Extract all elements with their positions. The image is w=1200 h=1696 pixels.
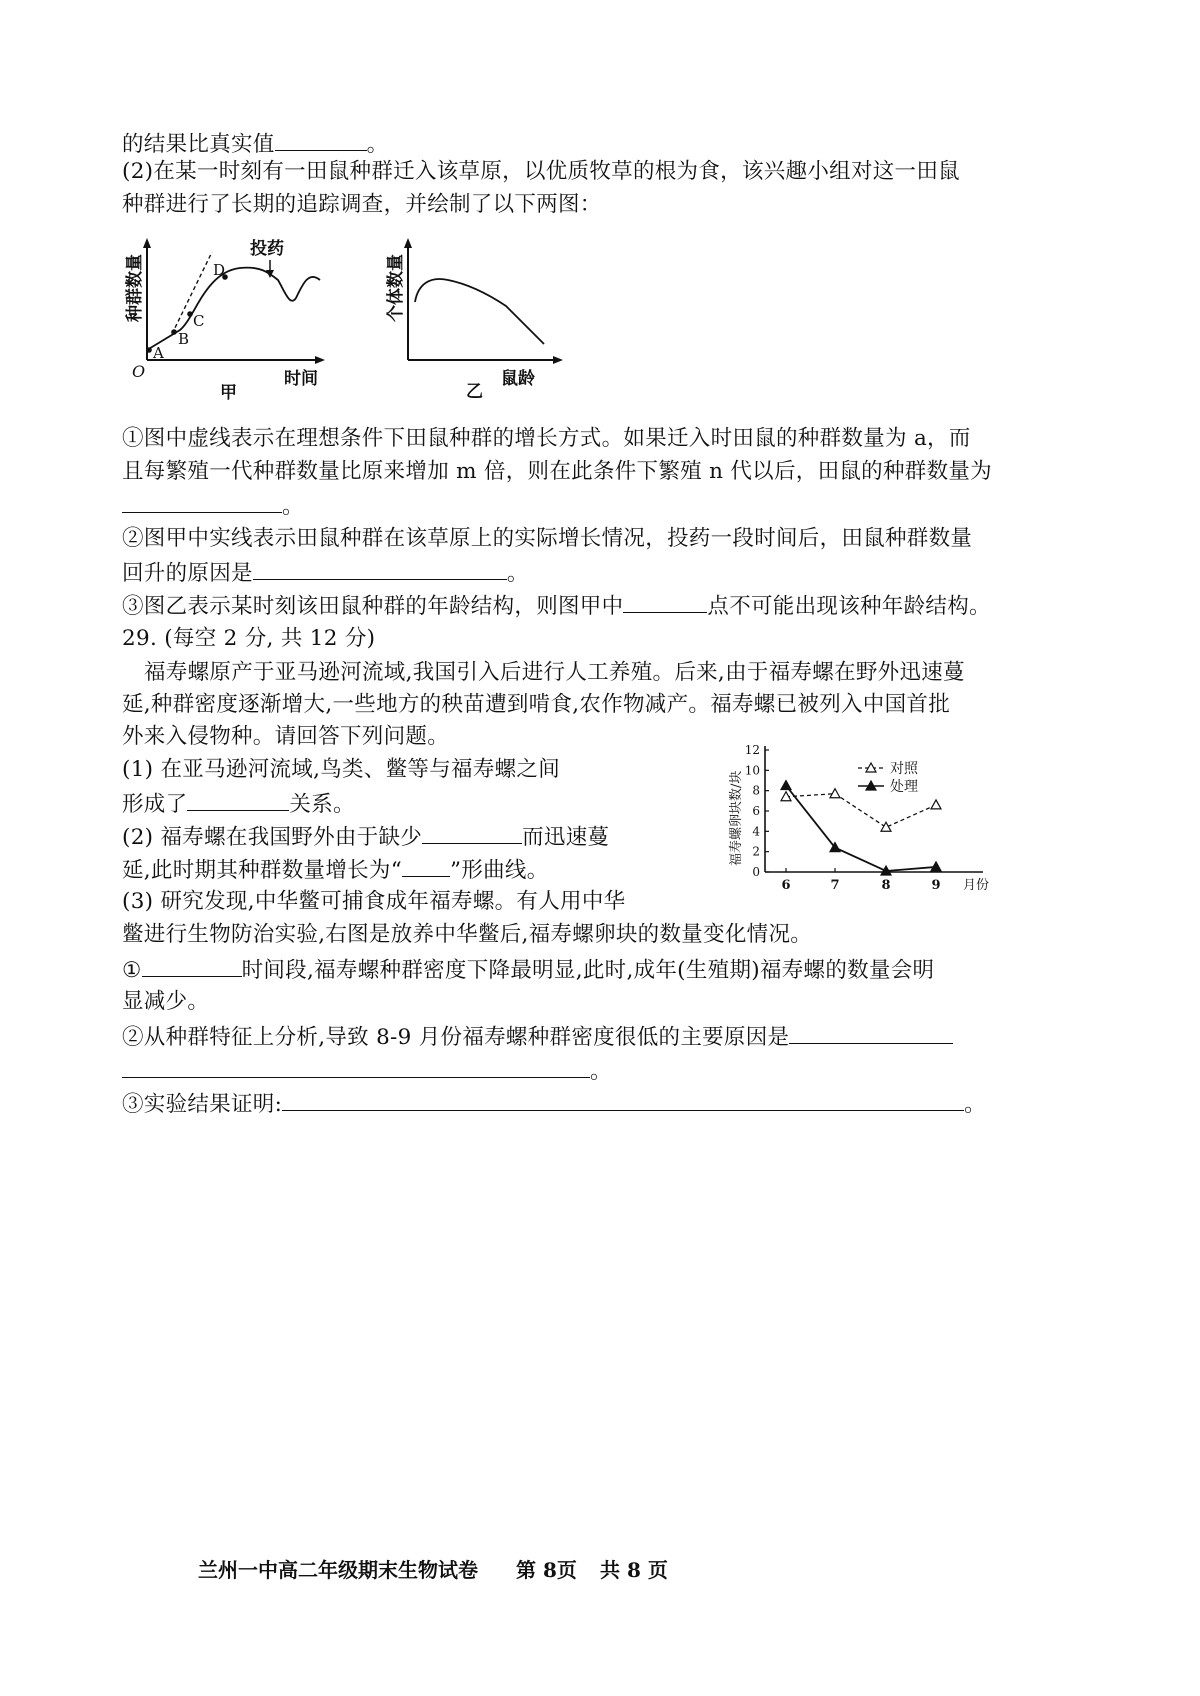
- y-tick-label: 8: [752, 783, 760, 798]
- point-label-b: B: [178, 330, 190, 348]
- y-tick-label: 0: [752, 865, 760, 879]
- point-label-a: A: [153, 344, 164, 362]
- x-tick-label: 7: [830, 878, 840, 893]
- footer-page: 第 8页: [516, 1558, 577, 1582]
- text-line: 的结果比真实值 。: [122, 128, 388, 160]
- y-tick-label: 4: [752, 824, 760, 839]
- caption: 甲: [220, 383, 237, 403]
- footer-total: 共 8 页: [600, 1558, 668, 1582]
- data-point: [830, 789, 840, 798]
- snail-egg-chart: [718, 738, 1000, 898]
- data-point: [931, 800, 941, 809]
- text-line: 显减少。: [122, 989, 210, 1014]
- x-tick-label: 8: [881, 878, 891, 893]
- x-tick-label: 9: [931, 878, 941, 893]
- text-line: ③图乙表示某时刻该田鼠种群的年龄结构，则图甲中 点不可能出现该种年龄结构。: [122, 590, 991, 622]
- text-line: (3) 研究发现,中华鳖可捕食成年福寿螺。有人用中华: [122, 889, 626, 914]
- text-line: 形成了 关系。: [122, 788, 355, 820]
- text-line: ①图中虚线表示在理想条件下田鼠种群的增长方式。如果迁入时田鼠的种群数量为 a，而: [122, 426, 971, 451]
- x-axis-label: 时间: [284, 369, 318, 389]
- y-axis-label: 种群数量: [125, 254, 145, 322]
- text-line: ②图甲中实线表示田鼠种群在该草原上的实际增长情况，投药一段时间后，田鼠种群数量: [122, 526, 973, 551]
- text-line: ③实验结果证明: 。: [122, 1088, 986, 1120]
- text-line: ① 时间段,福寿螺种群密度下降最明显,此时,成年(生殖期)福寿螺的数量会明: [122, 954, 934, 986]
- text-line: (1) 在亚马逊河流域,鸟类、鳖等与福寿螺之间: [122, 757, 561, 782]
- y-axis-label: 福寿螺卵块数/块: [729, 770, 744, 866]
- text-line: 外来入侵物种。请回答下列问题。: [122, 724, 450, 749]
- data-point: [881, 822, 891, 831]
- text-line: 延,种群密度逐渐增大,一些地方的秧苗遭到啃食,农作物减产。福寿螺已被列入中国首批: [122, 692, 951, 717]
- text-line: (2) 福寿螺在我国野外由于缺少 而迅速蔓: [122, 821, 609, 853]
- x-axis-label: 鼠龄: [501, 369, 535, 389]
- figure-jia: [110, 232, 340, 404]
- x-axis-label: 月份: [963, 878, 990, 893]
- series-line-control: [786, 794, 936, 828]
- legend-label-treatment: 处理: [890, 779, 918, 795]
- figure-yi: [378, 232, 578, 404]
- text-line: (2)在某一时刻有一田鼠种群迁入该草原，以优质牧草的根为食，该兴趣小组对这一田鼠: [122, 159, 960, 184]
- question-header: 29. (每空 2 分, 共 12 分): [122, 626, 376, 651]
- point-label-c: C: [193, 312, 205, 330]
- y-tick-label: 10: [744, 763, 760, 778]
- text-line: 且每繁殖一代种群数量比原来增加 m 倍，则在此条件下繁殖 n 代以后，田鼠的种群数量为: [122, 459, 992, 484]
- caption: 乙: [466, 382, 483, 402]
- origin-label: O: [132, 362, 146, 381]
- text-line: 回升的原因是 。: [122, 557, 529, 589]
- arrow-label: 投药: [250, 239, 284, 259]
- text-line: 。: [122, 1055, 612, 1087]
- data-point: [781, 781, 791, 790]
- y-tick-label: 2: [752, 844, 760, 859]
- text-line: 鳖进行生物防治实验,右图是放养中华鳖后,福寿螺卵块的数量变化情况。: [122, 922, 813, 947]
- y-tick-label: 12: [744, 743, 760, 757]
- series-line-treatment: [786, 786, 936, 871]
- text-line: 种群进行了长期的追踪调查，并绘制了以下两图：: [122, 192, 602, 217]
- legend-label-control: 对照: [890, 761, 918, 777]
- text-line: ②从种群特征上分析,导致 8-9 月份福寿螺种群密度很低的主要原因是: [122, 1021, 953, 1053]
- text-line: 延,此时期其种群数量增长为“ ”形曲线。: [122, 854, 549, 886]
- point-label-d: D: [213, 261, 226, 279]
- x-tick-label: 6: [781, 878, 791, 893]
- footer-school: 兰州一中高二年级期末生物试卷: [198, 1558, 478, 1582]
- y-tick-label: 6: [752, 804, 760, 818]
- text-line: 福寿螺原产于亚马逊河流域,我国引入后进行人工养殖。后来,由于福寿螺在野外迅速蔓: [144, 660, 965, 685]
- y-axis-label: 个体数量: [386, 254, 406, 322]
- text-line: 。: [122, 490, 304, 522]
